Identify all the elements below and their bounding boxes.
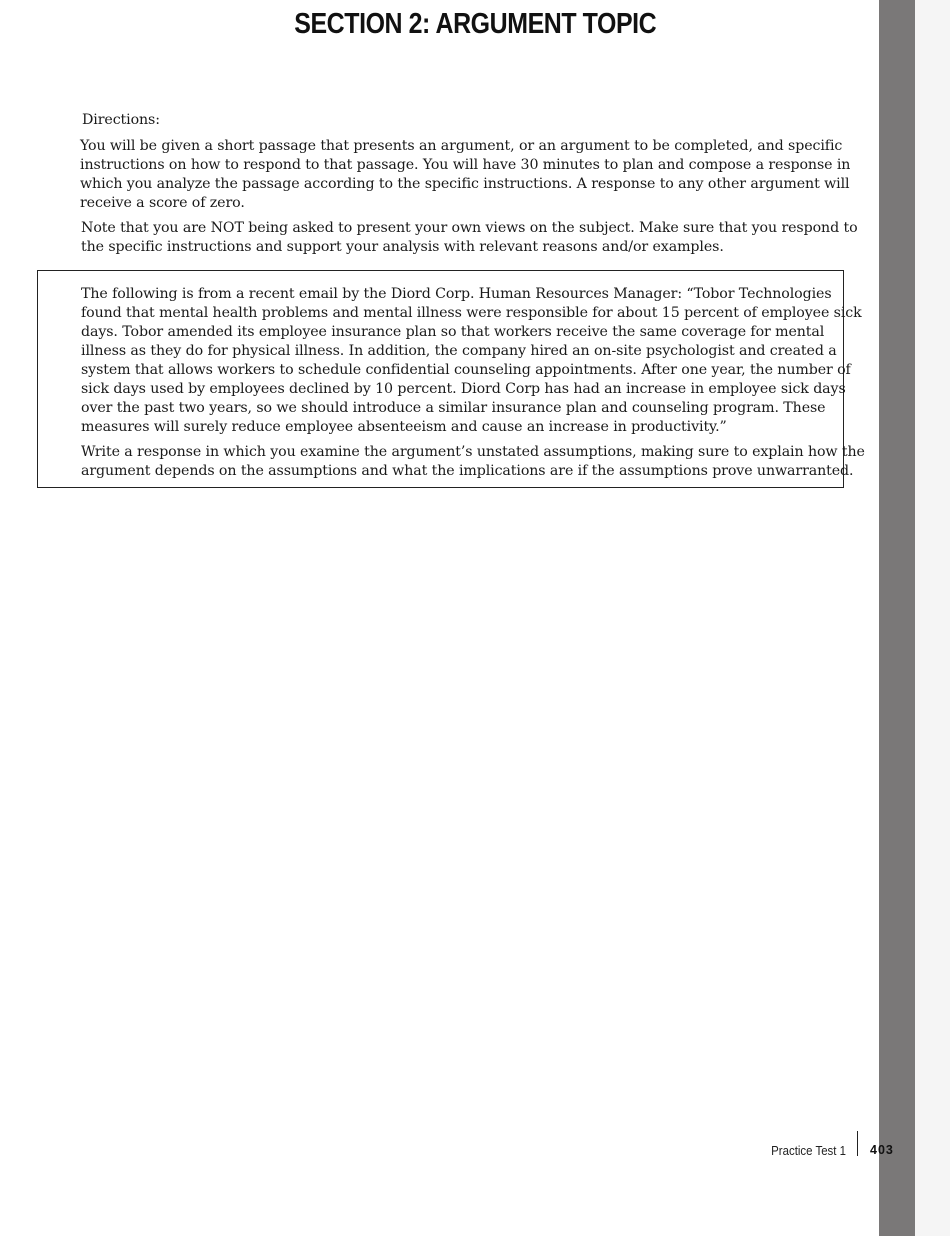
page-number: 403	[870, 1143, 894, 1157]
directions-paragraph: You will be given a short passage that presents an argument, or an argument to be completed, and specific instructions on how to respond to that passage. You will have 30 minutes to plan and compose a response in which you analyze the passage according to the specific instructions. A response to any other argument will receive a score of zero.	[80, 138, 851, 211]
page-margin-strip	[915, 0, 950, 1236]
footer-divider	[857, 1131, 858, 1156]
section-title: SECTION 2: ARGUMENT TOPIC	[294, 8, 657, 40]
directions-paragraph: Note that you are NOT being asked to present your own views on the subject. Make sure that you respond to the specific instructions and support your analysis with relevant reasons and/or examples.	[81, 220, 858, 255]
page-edge-tab	[879, 0, 915, 1236]
argument-passage: The following is from a recent email by the Diord Corp. Human Resources Manager: “Tobor Technologies found that mental health problems and mental illness were responsible for about 15 percent of employee sick days. Tobor amended its employee insurance plan so that workers receive the same coverage for mental illness as they do for physical illness. In addition, the company hired an on-site psychologist and created a system that allows workers to schedule confidential counseling appointments. After one year, the number of sick days used by employees declined by 10 percent. Diord Corp has had an increase in employee sick days over the past two years, so we should introduce a similar insurance plan and counseling program. These measures will surely reduce employee absenteeism and cause an increase in productivity.”	[81, 286, 862, 435]
argument-instruction: Write a response in which you examine the argument’s unstated assumptions, making sure to explain how the argument depends on the assumptions and what the implications are if the assumptions prove unwarranted.	[81, 444, 865, 479]
footer-running-title: Practice Test 1	[771, 1143, 846, 1158]
directions-label: Directions:	[82, 112, 160, 128]
